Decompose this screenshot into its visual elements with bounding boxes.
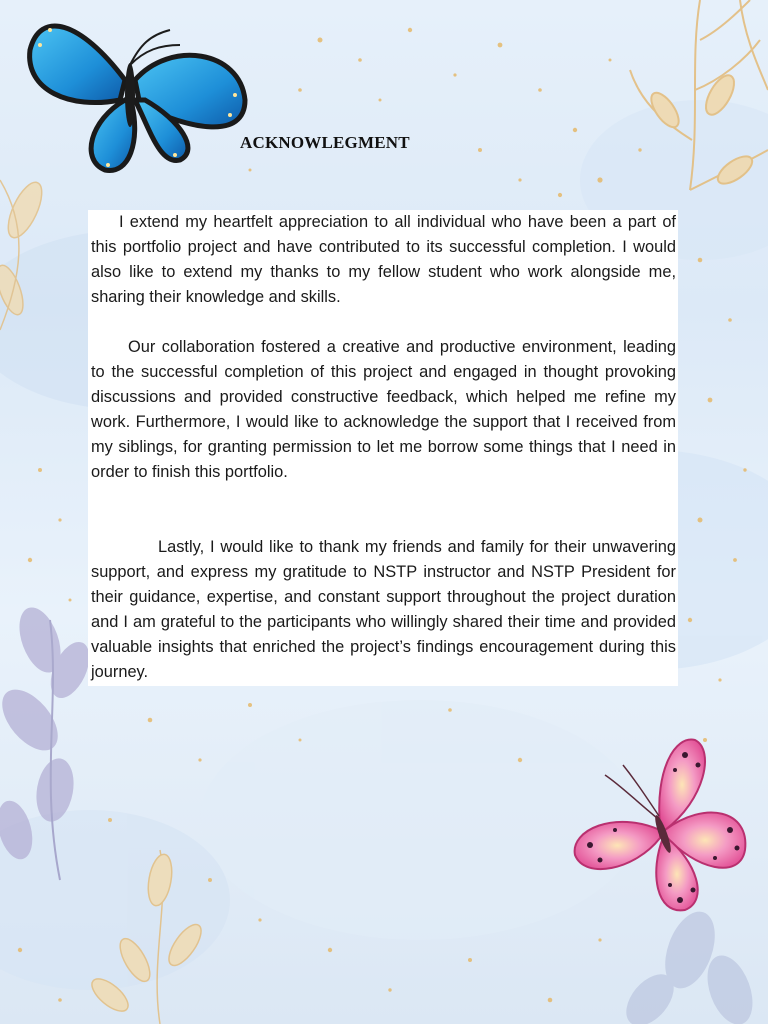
paragraph-1: I extend my heartfelt appreciation to all individual who have been a part of this portfolio project and have contributed to its successful completion. I would also like to extend my thanks to my fellow student who work alongside me, sharing their knowledge and skills.	[91, 213, 676, 306]
paragraph-3: Lastly, I would like to thank my friends and family for their unwavering support, and express my gratitude to NSTP instructor and NSTP President for their guidance, expertise, and constant support throughout the project duration and I am grateful to the participants who willingly shared their time and provided valuable insights that enriched the project’s findings encouragement during this journey.	[91, 538, 676, 681]
paragraph-2: Our collaboration fostered a creative and productive environment, leading to the successful completion of this project and engaged in thought provoking discussions and provided constructive feedback, which helped me refine my work. Furthermore, I would like to acknowledge the support that I received from my siblings, for granting permission to let me borrow some things that I need in order to finish this portfolio.	[91, 338, 676, 481]
blue-butterfly-icon	[20, 0, 255, 180]
pink-butterfly-icon	[565, 730, 755, 925]
page-title: ACKNOWLEGMENT	[240, 133, 410, 152]
